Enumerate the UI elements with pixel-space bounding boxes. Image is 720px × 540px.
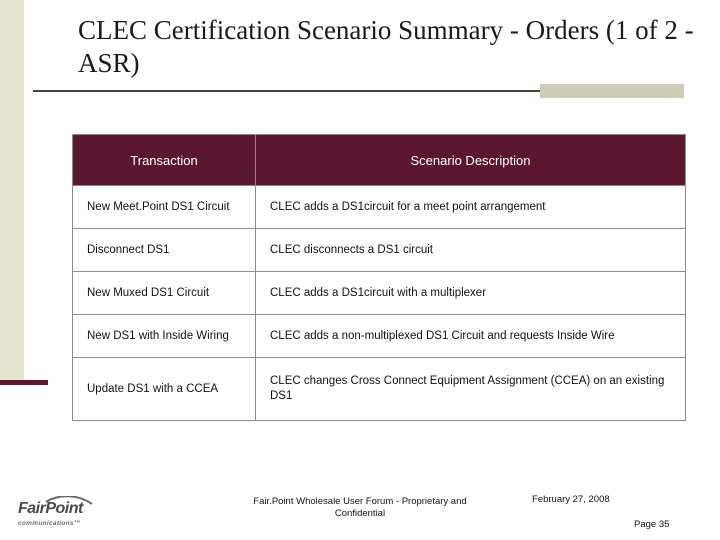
- table-row: [73, 186, 686, 229]
- transaction-cell: New DS1 with Inside Wiring: [73, 315, 256, 358]
- logo-name: FairPoint: [18, 500, 83, 517]
- transaction-cell: Update DS1 with a CCEA: [73, 358, 256, 421]
- table-row: [73, 358, 686, 421]
- header-scenario-description: Scenario Description: [256, 135, 686, 186]
- slide-title: CLEC Certification Scenario Summary - Orders (1 of 2 - ASR): [78, 15, 694, 78]
- transaction-cell: New Muxed DS1 Circuit: [73, 272, 256, 315]
- description-cell: CLEC changes Cross Connect Equipment Assignment (CCEA) on an existing DS1: [256, 358, 686, 421]
- description-cell: CLEC disconnects a DS1 circuit: [256, 229, 686, 272]
- transaction-cell: Disconnect DS1: [73, 229, 256, 272]
- table-header-row: [73, 135, 686, 186]
- footer-date: February 27, 2008: [532, 494, 610, 505]
- description-cell: CLEC adds a DS1circuit with a multiplexer: [256, 272, 686, 315]
- page-number: Page 35: [634, 519, 670, 530]
- footer-confidential-note: Fair.Point Wholesale User Forum - Proprietary and Confidential: [253, 496, 467, 519]
- left-bar-accent: [0, 380, 48, 385]
- table-row: [73, 229, 686, 272]
- transaction-cell: New Meet.Point DS1 Circuit: [73, 186, 256, 229]
- description-cell: CLEC adds a DS1circuit for a meet point arrangement: [256, 186, 686, 229]
- table-row: [73, 315, 686, 358]
- header-transaction: Transaction: [73, 135, 256, 186]
- left-decorative-bar: [0, 0, 24, 383]
- scenario-table: [72, 134, 686, 421]
- table-row: [73, 272, 686, 315]
- logo-tagline: communications™: [18, 520, 81, 527]
- title-divider-accent: [540, 84, 684, 98]
- fairpoint-logo: [18, 496, 98, 532]
- description-cell: CLEC adds a non-multiplexed DS1 Circuit and requests Inside Wire: [256, 315, 686, 358]
